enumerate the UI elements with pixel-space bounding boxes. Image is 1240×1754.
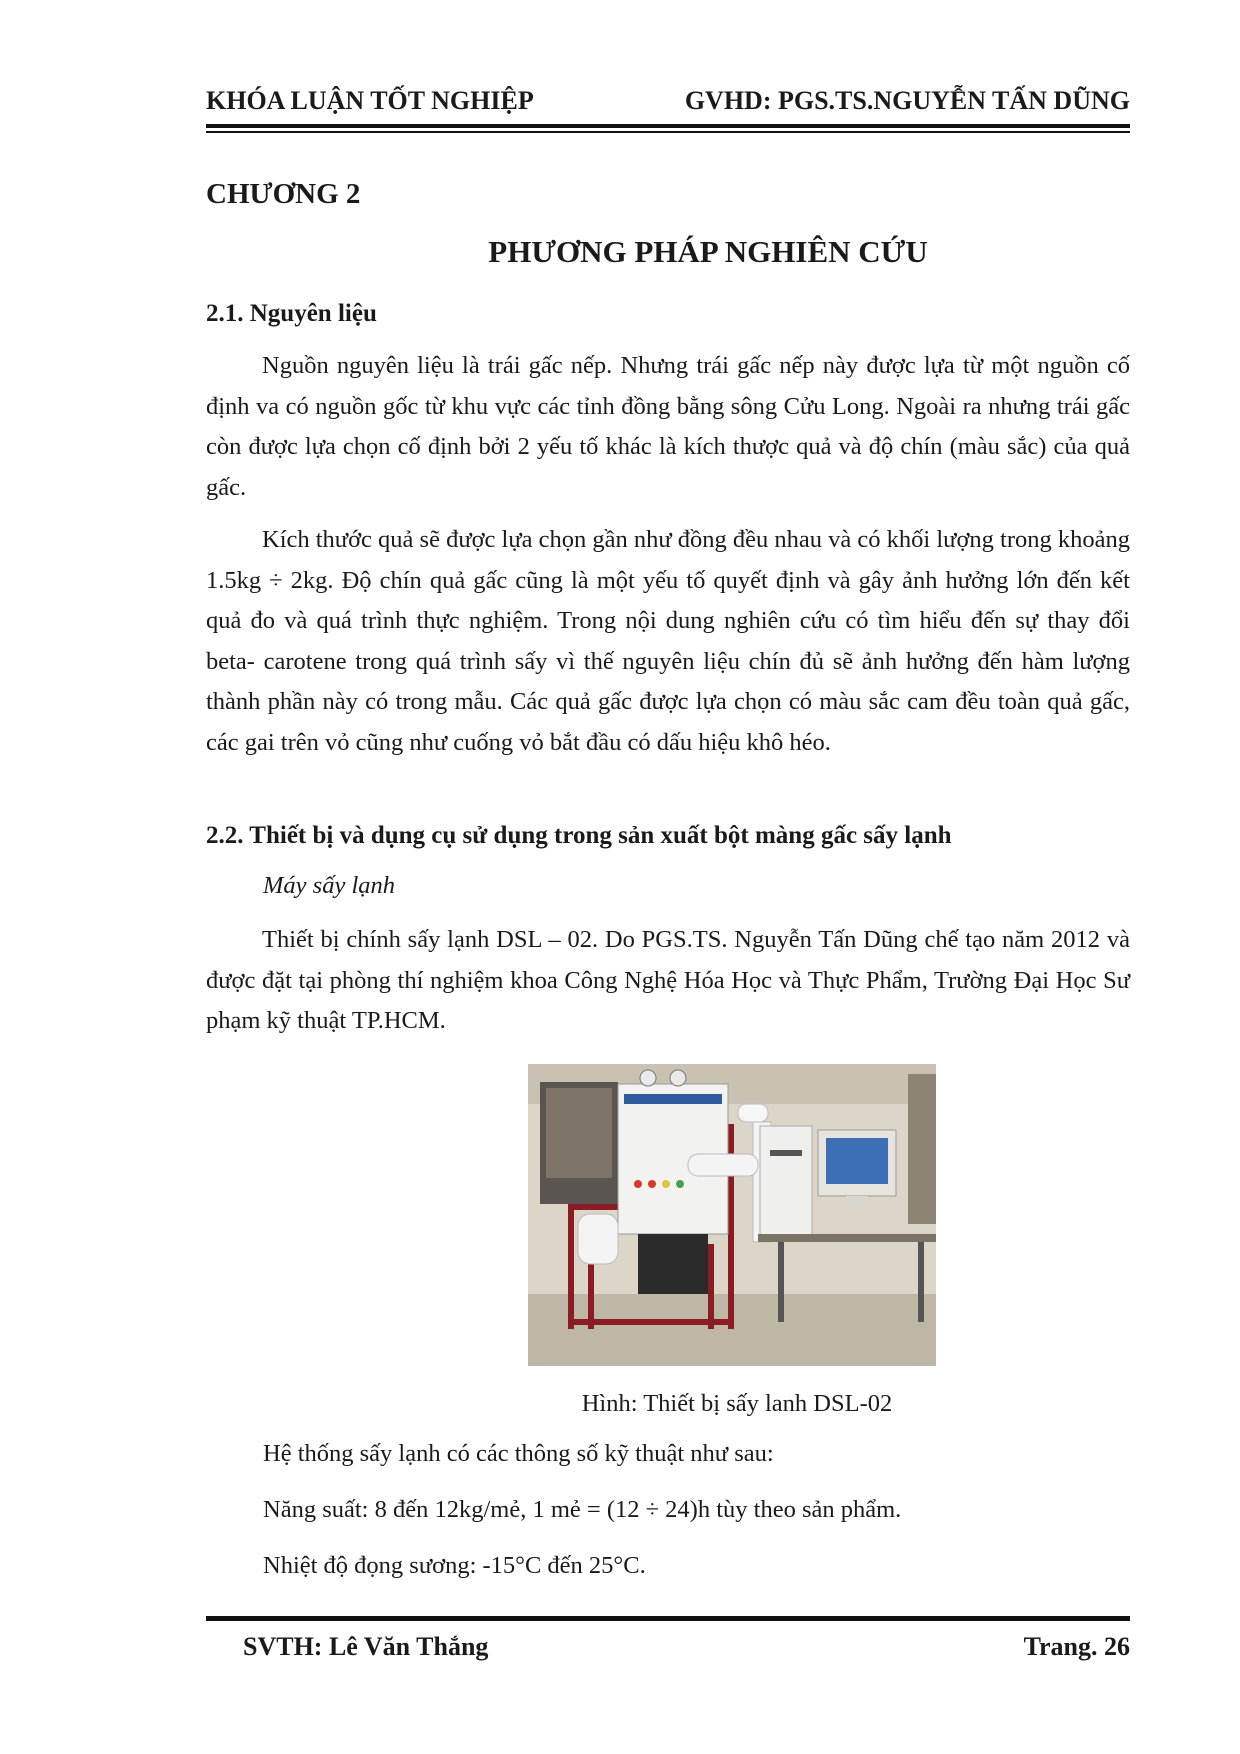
- header-rule-thin: [206, 131, 1130, 133]
- header-rule-thick: [206, 124, 1130, 128]
- figure-dryer-photo: [528, 1064, 936, 1366]
- section-heading-2-2: 2.2. Thiết bị và dụng cụ sử dụng trong sản xuất bột màng gấc sấy lạnh: [206, 822, 952, 849]
- spec-capacity: Năng suất: 8 đến 12kg/mẻ, 1 mẻ = (12 ÷ 24)h tùy theo sản phẩm.: [263, 1496, 902, 1523]
- specs-intro: Hệ thống sấy lạnh có các thông số kỹ thuật như sau:: [263, 1440, 774, 1467]
- subsection-cold-dryer: Máy sấy lạnh: [263, 872, 395, 899]
- paragraph-equipment: Thiết bị chính sấy lạnh DSL – 02. Do PGS.TS. Nguyễn Tấn Dũng chế tạo năm 2012 và được đặt tại phòng thí nghiệm khoa Công Nghệ Hóa Học và Thực Phẩm, Trường Đại Học Sư phạm kỹ thuật TP.HCM.: [206, 926, 1130, 1034]
- header-left: KHÓA LUẬN TỐT NGHIỆP: [206, 86, 534, 115]
- dryer-photo-illustration: [528, 1064, 936, 1366]
- chapter-title: PHƯƠNG PHÁP NGHIÊN CỨU: [488, 234, 928, 269]
- paragraph-raw-material: Nguồn nguyên liệu là trái gấc nếp. Nhưng trái gấc nếp này được lựa từ một nguồn cố định va có nguồn gốc từ khu vực các tỉnh đồng bằng sông Cửu Long. Ngoài ra nhưng trái gấc còn được lựa chọn cố định bởi 2 yếu tố khác là kích thược quả và độ chín (màu sắc) của quả gấc.: [206, 352, 1130, 501]
- footer-rule: [206, 1616, 1130, 1621]
- footer-author: SVTH: Lê Văn Thắng: [243, 1632, 489, 1661]
- footer-page-number: Trang. 26: [1023, 1632, 1130, 1661]
- section-heading-2-1: 2.1. Nguyên liệu: [206, 300, 377, 327]
- chapter-label: CHƯƠNG 2: [206, 178, 361, 210]
- spec-dew-point: Nhiệt độ đọng sương: -15°C đến 25°C.: [263, 1552, 646, 1579]
- figure-caption: Hình: Thiết bị sấy lanh DSL-02: [581, 1390, 893, 1417]
- header-right: GVHD: PGS.TS.NGUYỄN TẤN DŨNG: [684, 86, 1130, 115]
- paragraph-fruit-selection: Kích thước quả sẽ được lựa chọn gần như đồng đều nhau và có khối lượng trong khoảng 1.5kg ÷ 2kg. Độ chín quả gấc cũng là một yếu tố quyết định và gây ảnh hưởng lớn đến kết quả đo và quá trình thực nghiệm. Trong nội dung nghiên cứu có tìm hiểu đến sự thay đổi beta- carotene trong quá trình sấy vì thế nguyên liệu chín đủ sẽ ảnh hưởng đến hàm lượng thành phần này có trong mẫu. Các quả gấc được lựa chọn có màu sắc cam đều toàn quả gấc, các gai trên vỏ cũng như cuống vỏ bắt đầu có dấu hiệu khô héo.: [206, 526, 1130, 756]
- page-header: [206, 86, 1130, 122]
